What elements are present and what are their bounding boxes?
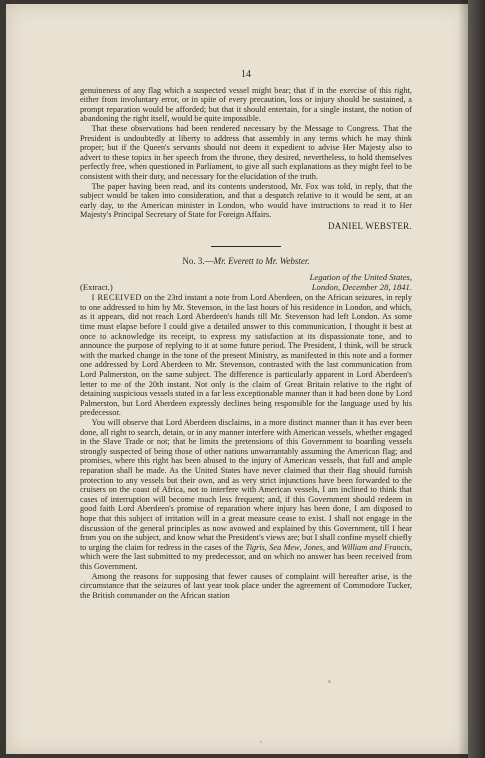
- ship-name: William and Francis: [341, 542, 410, 552]
- separator: ,: [264, 542, 270, 552]
- separator: , and: [322, 542, 342, 552]
- section-divider: [211, 246, 281, 247]
- binding-shadow: [458, 0, 468, 758]
- paragraph-text: You will observe that Lord Aberdeen disclaims, in a more distinct manner than it has ever been done, all right to search, detain, or in any manner interfere with American vessels, whether engaged in the Slave Trade or not; that he limits the pretensions of this Government to boarding vessels strongly suspected of being those of other nations unwarrantably assuming the American flag; and promises, where this right has been abused to the injury of American vessels, that full and ample reparation shall be made. As the United States have never claimed that their flag should furnish protection to any vessels but their own, and as very strict injunctions have been forwarded to the cruisers on the coast of Africa, not to interfere with American vessels, I am inclined to think that cases of interruption will become much less frequent; and, if this Government should redeem in good faith Lord Aberdeen's promise of reparation where injury has been done, I am disposed to hope that this subject of irritation will in a great measure cease to exist. I shall not engage in the discussion of the general principles as now avowed and explained by this Government, till I hear from you on the subject, and know what the President's views are; but I shall confine myself chiefly to urging the claim for redress in the cases of the: [80, 418, 412, 552]
- paper-spot: [328, 680, 331, 683]
- extract-label: (Extract.): [80, 281, 113, 292]
- page-number: 14: [241, 69, 251, 80]
- paper-spot: [260, 741, 262, 743]
- section-title: Mr. Everett to Mr. Webster.: [213, 255, 310, 266]
- legation-line: Legation of the United States,: [309, 272, 412, 283]
- paragraph: Among the reasons for supposing that fewer causes of complaint will hereafter arise, is the circumstance that the seizures of last year took place under the agreement of Commodore Tucker, the British commander on the African station: [80, 571, 412, 600]
- letter-opening: I RECEIVED: [91, 293, 142, 303]
- section-heading: [80, 257, 412, 267]
- page-content: [80, 70, 412, 600]
- separator: ,: [299, 542, 304, 552]
- paragraph: genuineness of any flag which a suspected vessel might bear; that if in the exercise of this right, either from involuntary error, or in spite of every precaution, loss or injury should be sustained, a prompt reparation would be afforded; but that it should entertain, for a single instant, the notion of abandoning the right itself, would be quite impossible.: [80, 85, 412, 124]
- paragraph: The paper having been read, and its contents understood, Mr. Fox was told, in reply, that the subject would be taken into consideration, and that a despatch relative to it would be sent, at an early day, to the American minister in London, who would have instructions to read it to Her Majesty's Principal Secretary of State for Foreign Affairs.: [80, 181, 412, 220]
- paragraph: That these observations had been rendered necessary by the Message to Congress. That the President is undoubtedly at liberty to address that assembly in any terms which he may think proper; but if the Queen's servants should not deem it expedient to advise Her Majesty also to advert to these topics in her speech from the throne, they desired, nevertheless, to hold themselves perfectly free, when questioned in Parliament, to give all such explanations as they might feel to be consistent with their duty, and necessary for the elucidation of the truth.: [80, 123, 412, 181]
- extract-date-line: [80, 283, 412, 293]
- ship-name: Tigris: [245, 542, 265, 552]
- section-number: No. 3.—: [182, 255, 214, 266]
- ship-name: Jones: [303, 542, 323, 552]
- paragraph-text: , which were the last submitted to my predecessor, and on which no answer has been received from this Government.: [80, 542, 413, 571]
- signature: DANIEL WEBSTER.: [328, 220, 412, 231]
- paragraph-text: on the 23rd instant a note from Lord Aberdeen, on the African seizures, in reply to one addressed to him by Mr. Stevenson, in the last hours of his residence in London, and which, as it appears, did not reach Lord Aberdeen's hands till Mr. Stevenson had left London. As some time must elapse before I could give a detailed answer to this communication, I thought it best at once to acknowledge its receipt, to express my satisfaction at its dispassionate tone, and to announce the purpose of replying to it at some future period. The President, I think, will be struck with the marked change in the tone of the present Ministry, as manifested in this note and a former one addressed by Lord Aberdeen to Mr. Stevenson, contrasted with the last communication from Lord Palmerston, on the same subject. The difference is particularly apparent in Lord Aberdeen's letter to me of the 20th instant. Not only is the claim of Great Britain relative to the right of detaining suspicious vessels stated in a far less exceptionable manner than it had been done by Lord Palmerston, but Lord Aberdeen expressly declines being responsible for the language used by his predecessor.: [80, 293, 413, 418]
- paragraph: [80, 418, 412, 572]
- ship-name: Sea Mew: [269, 542, 300, 552]
- book-binding: [468, 0, 485, 758]
- paragraph: [80, 293, 412, 418]
- letter-date: London, December 28, 1841.: [311, 281, 412, 292]
